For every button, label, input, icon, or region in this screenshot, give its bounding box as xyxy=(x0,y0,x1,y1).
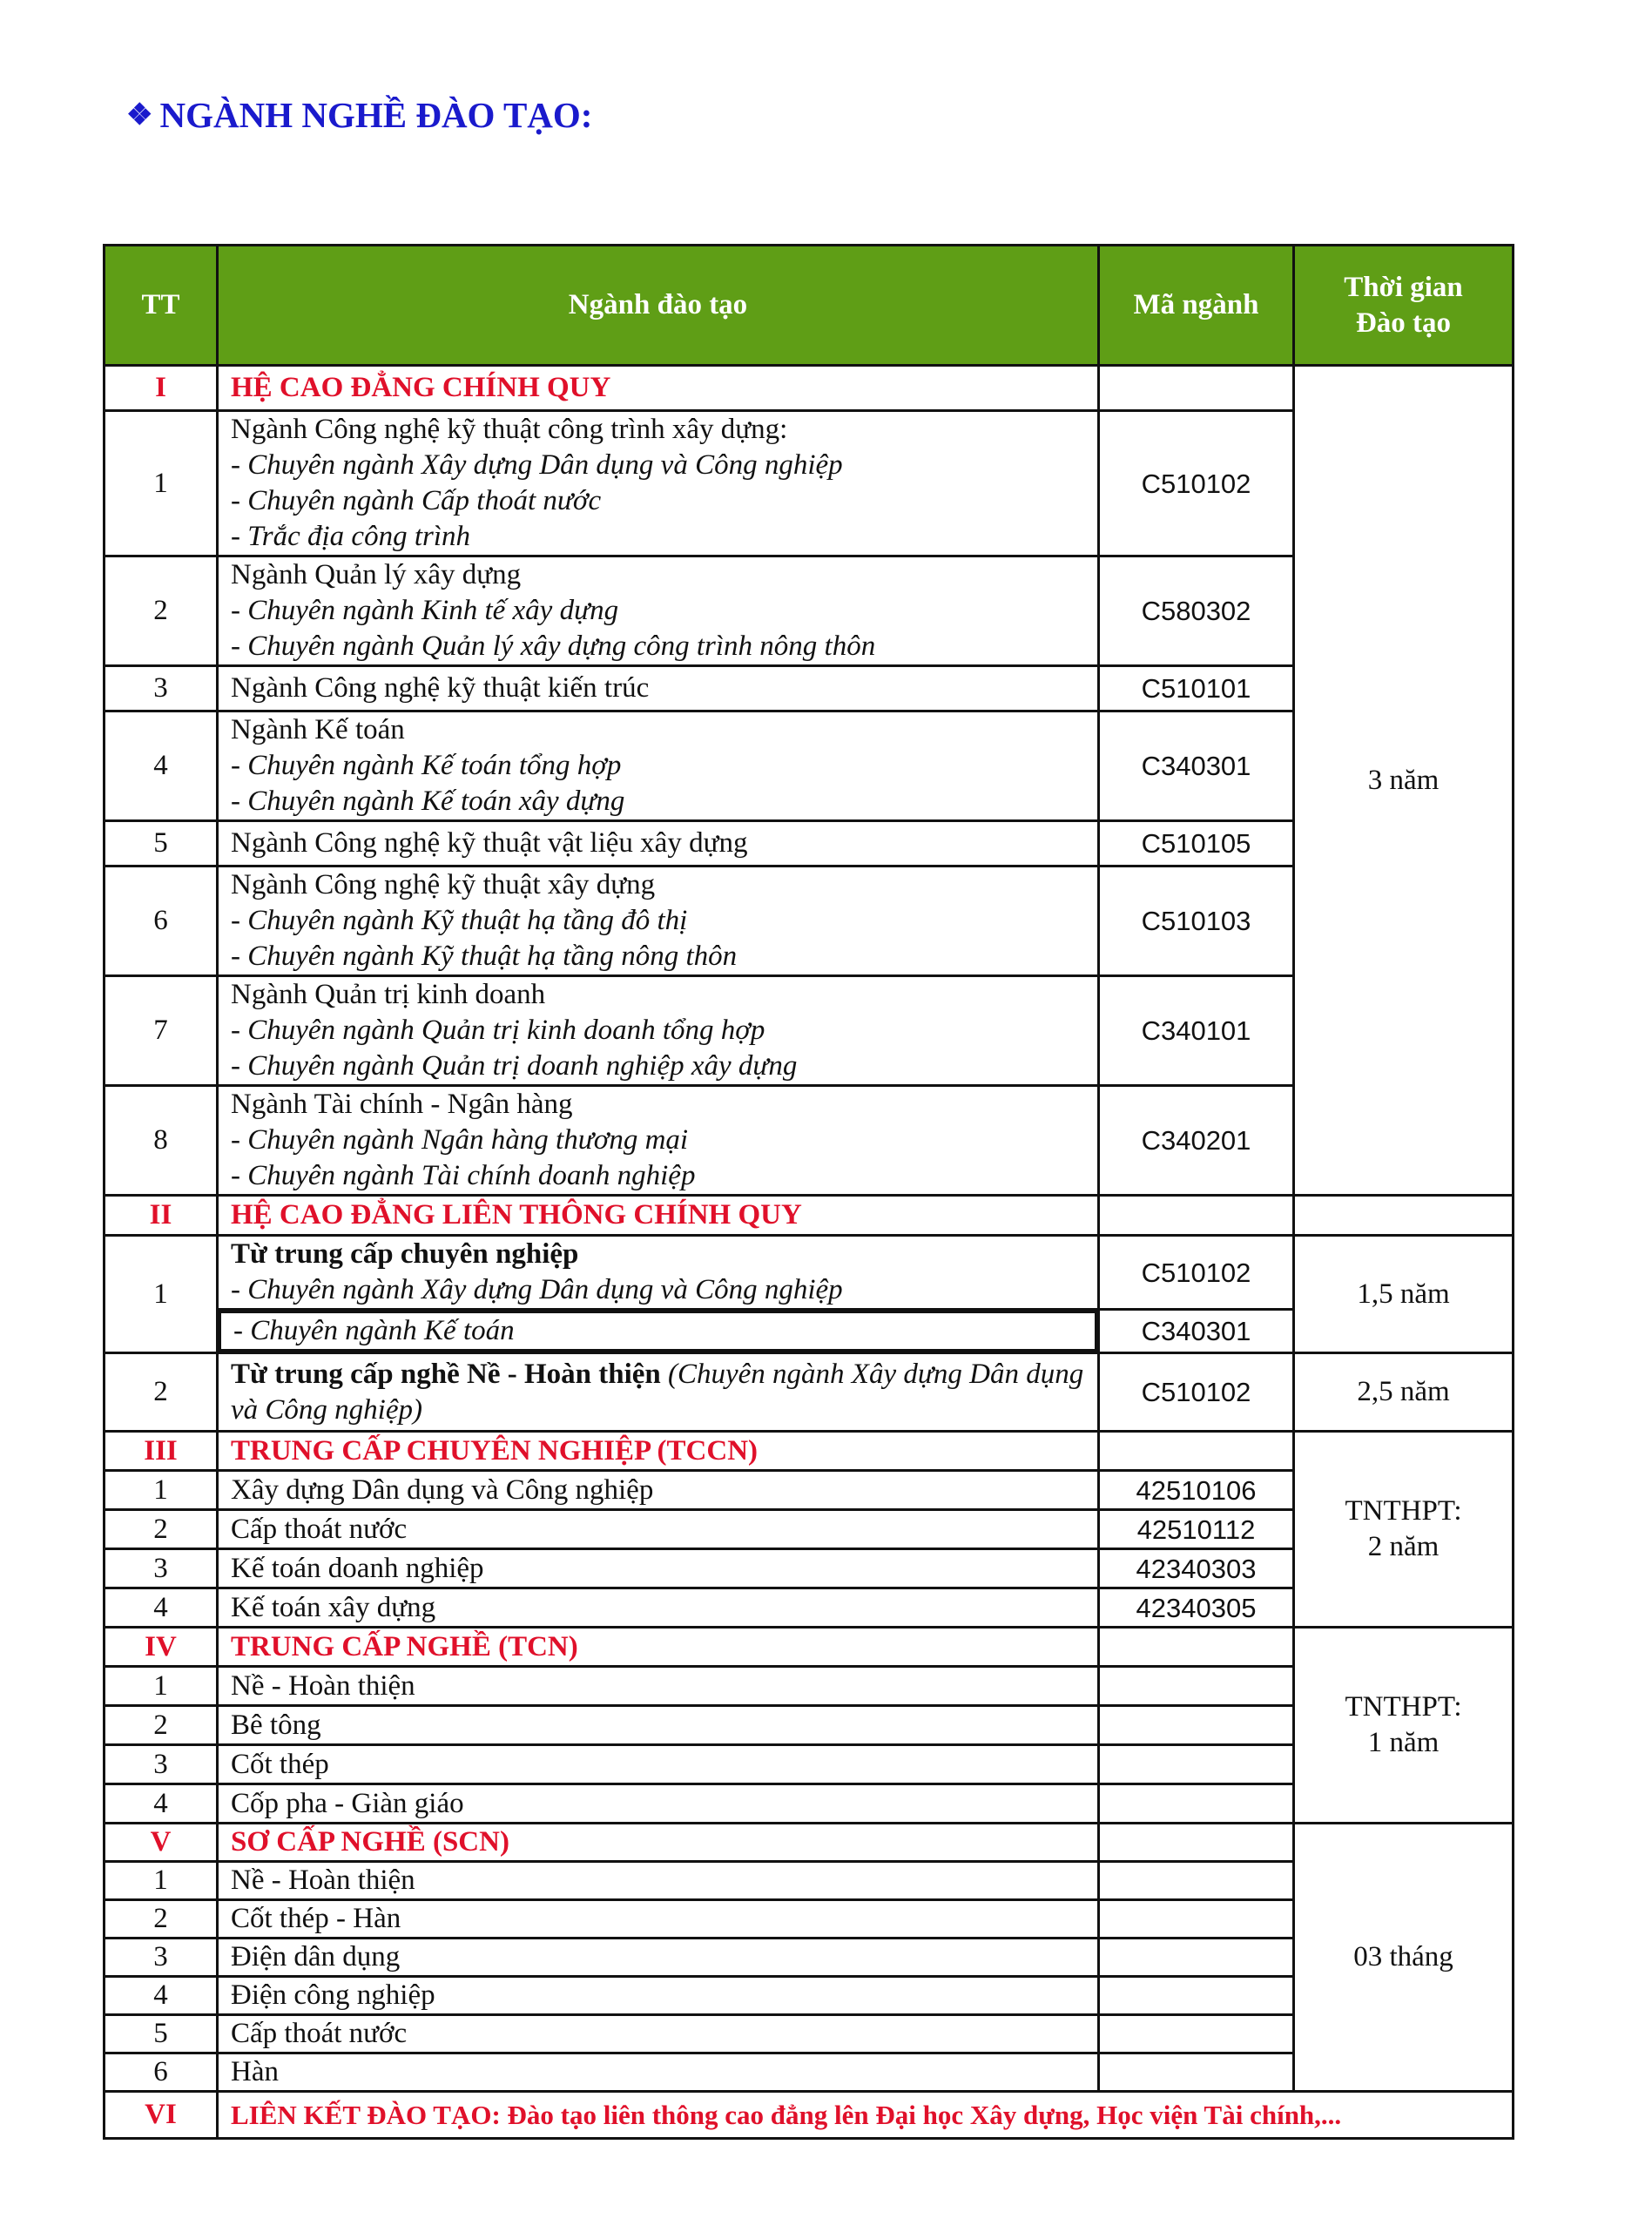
section-number: III xyxy=(105,1432,218,1471)
major-cell: Nề - Hoàn thiện xyxy=(218,1667,1099,1706)
duration-line: 2 năm xyxy=(1367,1531,1440,1562)
major-code: C340101 xyxy=(1099,976,1294,1086)
specialization: - Chuyên ngành Kế toán xây dựng xyxy=(231,786,625,817)
major-cell xyxy=(218,1236,1099,1310)
specialization: - Chuyên ngành Kinh tế xây dựng xyxy=(231,595,619,626)
table-row xyxy=(105,1824,1514,1862)
duration-cell: 1,5 năm xyxy=(1294,1236,1514,1353)
row-number: 2 xyxy=(105,1706,218,1745)
code-cell xyxy=(1099,1784,1294,1824)
major-name: Ngành Kế toán xyxy=(231,714,405,745)
section-description: Đào tạo liên thông cao đẳng lên Đại học Xây dựng, Học viện Tài chính,... xyxy=(507,2100,1342,2130)
specialization: - Chuyên ngành Quản trị doanh nghiệp xây dựng xyxy=(231,1050,798,1082)
row-number: 4 xyxy=(105,1784,218,1824)
code-cell xyxy=(1099,2053,1294,2092)
major-cell xyxy=(218,666,1099,711)
specialization: - Chuyên ngành Cấp thoát nước xyxy=(231,485,602,516)
major-code: C510102 xyxy=(1099,1353,1294,1432)
specialization: - Chuyên ngành Quản trị kinh doanh tổng hợp xyxy=(231,1015,765,1046)
row-number: 1 xyxy=(105,1667,218,1706)
header-tt: TT xyxy=(105,246,218,366)
major-cell: Cốp pha - Giàn giáo xyxy=(218,1784,1099,1824)
row-number: 5 xyxy=(105,2015,218,2053)
major-cell xyxy=(218,411,1099,556)
table-row xyxy=(105,1432,1514,1471)
row-number: 6 xyxy=(105,2053,218,2092)
code-cell xyxy=(1099,1824,1294,1862)
duration-cell: 2,5 năm xyxy=(1294,1353,1514,1432)
header-major: Ngành đào tạo xyxy=(218,246,1099,366)
major-name: Ngành Công nghệ kỹ thuật xây dựng xyxy=(231,869,656,900)
major-name: Ngành Công nghệ kỹ thuật vật liệu xây dựng xyxy=(231,827,748,859)
row-number: 2 xyxy=(105,1353,218,1432)
major-name: Từ trung cấp nghề Nề - Hoàn thiện xyxy=(231,1358,669,1390)
major-cell xyxy=(218,1086,1099,1196)
duration-cell: 3 năm xyxy=(1294,366,1514,1196)
major-cell: Kế toán doanh nghiệp xyxy=(218,1549,1099,1588)
section-title: SƠ CẤP NGHỀ (SCN) xyxy=(218,1824,1099,1862)
code-cell xyxy=(1099,1900,1294,1939)
major-name: Ngành Công nghệ kỹ thuật công trình xây dựng: xyxy=(231,414,788,445)
diamond-bullet-icon: ❖ xyxy=(126,99,153,131)
major-cell xyxy=(218,821,1099,867)
specialization: - Chuyên ngành Ngân hàng thương mại xyxy=(231,1124,689,1156)
duration-cell xyxy=(1294,1196,1514,1236)
major-code: 42340305 xyxy=(1099,1588,1294,1628)
row-number: 6 xyxy=(105,867,218,976)
major-code: 42510112 xyxy=(1099,1510,1294,1549)
code-cell xyxy=(1099,1432,1294,1471)
specialization: - Chuyên ngành Kỹ thuật hạ tầng đô thị xyxy=(231,905,688,936)
code-cell xyxy=(1099,1977,1294,2015)
header-code: Mã ngành xyxy=(1099,246,1294,366)
major-code: 42340303 xyxy=(1099,1549,1294,1588)
specialization: - Chuyên ngành Kế toán xyxy=(219,1311,1097,1352)
major-cell: Cấp thoát nước xyxy=(218,2015,1099,2053)
major-cell xyxy=(218,556,1099,666)
training-majors-table xyxy=(103,244,1514,2140)
major-cell xyxy=(218,976,1099,1086)
row-number: 1 xyxy=(105,1236,218,1353)
major-cell xyxy=(218,1353,1099,1432)
major-code: C340201 xyxy=(1099,1086,1294,1196)
table-row xyxy=(105,2092,1514,2139)
section-number: V xyxy=(105,1824,218,1862)
section-title: HỆ CAO ĐẲNG CHÍNH QUY xyxy=(218,366,1099,411)
row-number: 4 xyxy=(105,1977,218,2015)
specialization: - Chuyên ngành Kỹ thuật hạ tầng nông thôn xyxy=(231,941,738,972)
major-code: C580302 xyxy=(1099,556,1294,666)
heading-text: NGÀNH NGHỀ ĐÀO TẠO: xyxy=(159,95,593,135)
major-name: Ngành Công nghệ kỹ thuật kiến trúc xyxy=(231,672,650,704)
code-cell xyxy=(1099,1745,1294,1784)
major-cell: Hàn xyxy=(218,2053,1099,2092)
code-cell xyxy=(1099,1667,1294,1706)
major-code: C510105 xyxy=(1099,821,1294,867)
specialization: - Chuyên ngành Kế toán tổng hợp xyxy=(231,750,622,781)
code-cell xyxy=(1099,2015,1294,2053)
major-code: C510102 xyxy=(1099,411,1294,556)
major-name: Ngành Quản lý xây dựng xyxy=(231,559,522,590)
specialization: - Chuyên ngành Xây dựng Dân dụng và Công nghiệp xyxy=(231,1274,843,1305)
code-cell xyxy=(1099,1628,1294,1667)
major-code: C510101 xyxy=(1099,666,1294,711)
major-code: C340301 xyxy=(1099,1310,1294,1353)
major-cell: Cốt thép xyxy=(218,1745,1099,1784)
row-number: 4 xyxy=(105,1588,218,1628)
row-number: 1 xyxy=(105,411,218,556)
duration-cell: 03 tháng xyxy=(1294,1824,1514,2092)
row-number: 3 xyxy=(105,1549,218,1588)
row-number: 3 xyxy=(105,1745,218,1784)
row-number: 8 xyxy=(105,1086,218,1196)
code-cell xyxy=(1099,1196,1294,1236)
row-number: 4 xyxy=(105,711,218,821)
row-number: 3 xyxy=(105,666,218,711)
section-title: HỆ CAO ĐẲNG LIÊN THÔNG CHÍNH QUY xyxy=(218,1196,1099,1236)
table-row xyxy=(105,1196,1514,1236)
code-cell xyxy=(1099,1939,1294,1977)
major-cell: Bê tông xyxy=(218,1706,1099,1745)
code-cell xyxy=(1099,1862,1294,1900)
major-name: Ngành Quản trị kinh doanh xyxy=(231,979,546,1010)
duration-line: 1 năm xyxy=(1367,1727,1440,1758)
section-number: IV xyxy=(105,1628,218,1667)
major-cell: Nề - Hoàn thiện xyxy=(218,1862,1099,1900)
row-number: 2 xyxy=(105,556,218,666)
section-number: I xyxy=(105,366,218,411)
row-number: 2 xyxy=(105,1900,218,1939)
row-number: 5 xyxy=(105,821,218,867)
specialization: - Trắc địa công trình xyxy=(231,521,471,552)
section-title-label: LIÊN KẾT ĐÀO TẠO: xyxy=(231,2100,508,2130)
row-number: 1 xyxy=(105,1471,218,1510)
major-cell: Cốt thép - Hàn xyxy=(218,1900,1099,1939)
section-title: TRUNG CẤP NGHỀ (TCN) xyxy=(218,1628,1099,1667)
major-cell: Kế toán xây dựng xyxy=(218,1588,1099,1628)
duration-cell xyxy=(1294,1628,1514,1824)
major-name: Từ trung cấp chuyên nghiệp xyxy=(231,1238,579,1270)
major-name: Ngành Tài chính - Ngân hàng xyxy=(231,1089,573,1120)
duration-line: TNTHPT: xyxy=(1345,1691,1462,1723)
section-number: VI xyxy=(105,2092,218,2139)
specialization: - Chuyên ngành Xây dựng Dân dụng và Công nghiệp xyxy=(231,449,843,481)
major-cell: Điện dân dụng xyxy=(218,1939,1099,1977)
major-code: 42510106 xyxy=(1099,1471,1294,1510)
section-number: II xyxy=(105,1196,218,1236)
major-cell: Cấp thoát nước xyxy=(218,1510,1099,1549)
section-title xyxy=(218,2092,1514,2139)
major-cell: Xây dựng Dân dụng và Công nghiệp xyxy=(218,1471,1099,1510)
duration-line: TNTHPT: xyxy=(1345,1495,1462,1527)
table-row xyxy=(105,1353,1514,1432)
specialization: - Chuyên ngành Tài chính doanh nghiệp xyxy=(231,1160,696,1191)
row-number: 3 xyxy=(105,1939,218,1977)
duration-cell xyxy=(1294,1432,1514,1628)
table-row xyxy=(105,1628,1514,1667)
major-cell xyxy=(218,867,1099,976)
header-row xyxy=(105,246,1514,366)
major-cell xyxy=(218,711,1099,821)
major-code: C340301 xyxy=(1099,711,1294,821)
row-number: 7 xyxy=(105,976,218,1086)
header-duration: Thời gian Đào tạo xyxy=(1294,246,1514,366)
specialization: - Chuyên ngành Quản lý xây dựng công trình nông thôn xyxy=(231,630,876,662)
table-row xyxy=(105,1236,1514,1310)
page-heading xyxy=(126,94,592,136)
row-number: 2 xyxy=(105,1510,218,1549)
section-title: TRUNG CẤP CHUYÊN NGHIỆP (TCCN) xyxy=(218,1432,1099,1471)
major-cell: Điện công nghiệp xyxy=(218,1977,1099,2015)
code-cell xyxy=(1099,366,1294,411)
code-cell xyxy=(1099,1706,1294,1745)
table-row xyxy=(105,366,1514,411)
major-code: C510103 xyxy=(1099,867,1294,976)
row-number: 1 xyxy=(105,1862,218,1900)
major-note: (Chuyên ngành Xây dựng Dân dụng và Công nghiệp) xyxy=(231,1358,1084,1426)
major-code: C510102 xyxy=(1099,1236,1294,1310)
